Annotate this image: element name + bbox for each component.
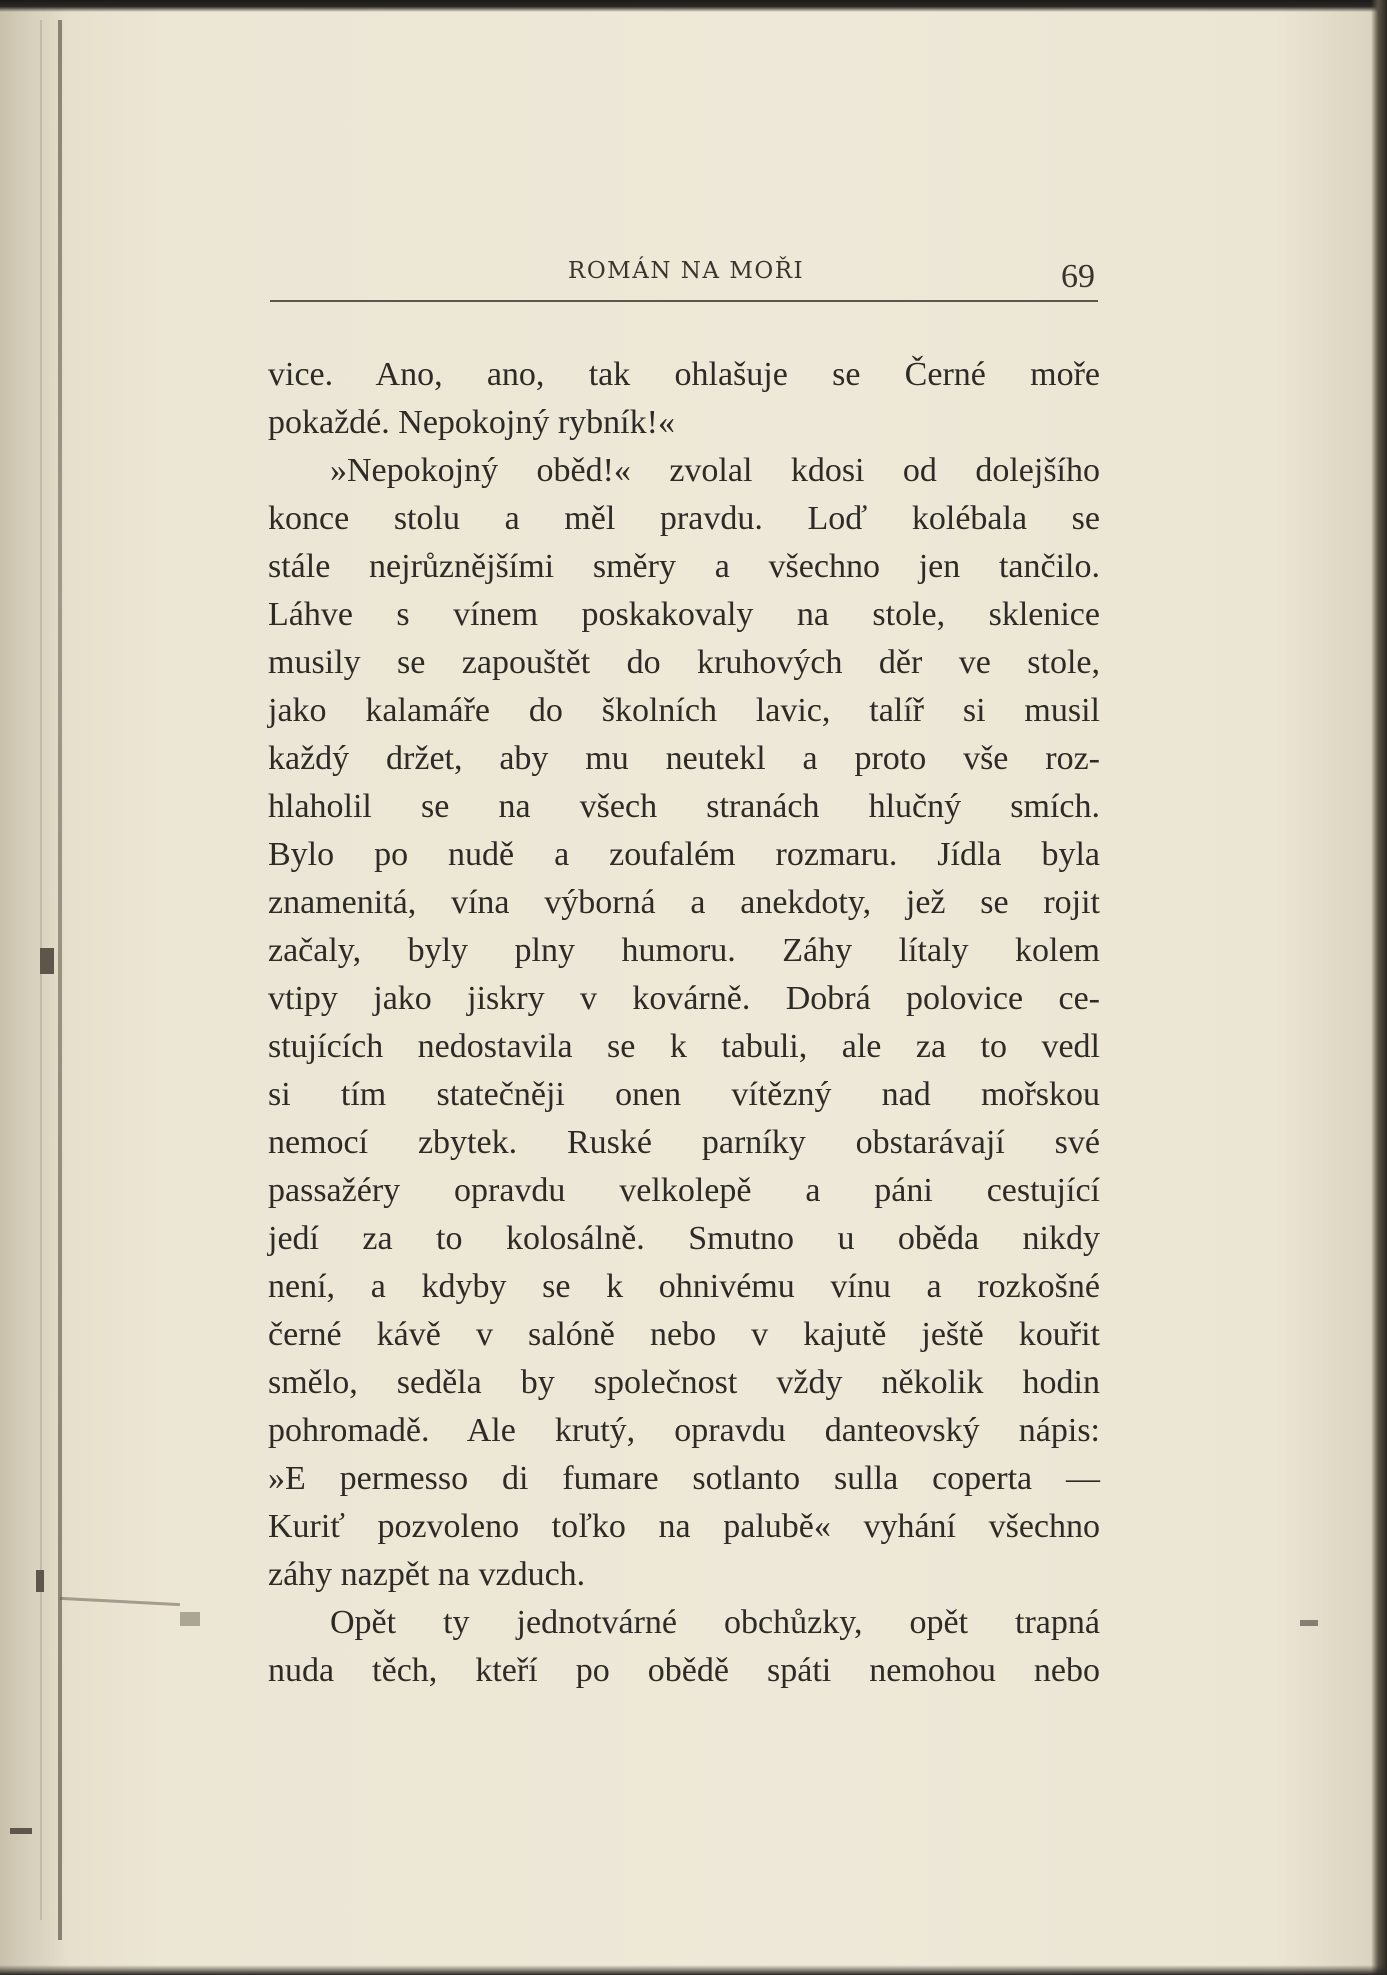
text-line: musily se zapouštět do kruhových děr ve stole, [268, 644, 1100, 681]
text-line: jedí za to kolosálně. Smutno u oběda nikdy [268, 1220, 1100, 1257]
text-line: začaly, byly plny humoru. Záhy lítaly kolem [268, 932, 1100, 969]
page-top-edge [0, 0, 1387, 12]
margin-mark [36, 1570, 44, 1592]
text-line: znamenitá, vína výborná a anekdoty, jež se rojit [268, 884, 1100, 921]
text-line: jako kalamáře do školních lavic, talíř si musil [268, 692, 1100, 729]
text-line: pohromadě. Ale krutý, opravdu danteovský nápis: [268, 1412, 1100, 1449]
text-line: smělo, seděla by společnost vždy několik hodin [268, 1364, 1100, 1401]
page-right-edge [1371, 0, 1387, 1975]
margin-mark [1300, 1620, 1318, 1626]
text-line: Opět ty jednotvárné obchůzky, opět trapná [330, 1604, 1100, 1641]
text-line: Kuriť pozvoleno toľko na palubě« vyhání všechno [268, 1508, 1100, 1545]
text-line: vtipy jako jiskry v kovárně. Dobrá polovice ce- [268, 980, 1100, 1017]
binding-edge [58, 20, 62, 1940]
text-line: každý držet, aby mu neutekl a proto vše roz- [268, 740, 1100, 777]
text-line: hlaholil se na všech stranách hlučný smích. [268, 788, 1100, 825]
text-line: není, a kdyby se k ohnivému vínu a rozkošné [268, 1268, 1100, 1305]
text-line: Bylo po nudě a zoufalém rozmaru. Jídla byla [268, 836, 1100, 873]
body-text [268, 351, 1100, 1695]
text-line: pokaždé. Nepokojný rybník!« [268, 404, 675, 441]
text-line: záhy nazpět na vzduch. [268, 1556, 586, 1593]
page-number: 69 [1061, 258, 1095, 295]
text-line: »Nepokojný oběd!« zvolal kdosi od dolejšího [330, 452, 1100, 489]
text-line: vice. Ano, ano, tak ohlašuje se Černé moře [268, 356, 1100, 393]
text-line: konce stolu a měl pravdu. Loď kolébala se [268, 500, 1100, 537]
margin-mark [60, 1597, 180, 1606]
margin-mark [40, 948, 54, 974]
text-line: passažéry opravdu velkolepě a páni cestující [268, 1172, 1100, 1209]
margin-mark [10, 1828, 32, 1834]
header-rule [270, 300, 1098, 302]
text-line: Láhve s vínem poskakovaly na stole, sklenice [268, 596, 1100, 633]
page-bottom-edge [0, 1965, 1387, 1975]
text-line: černé kávě v salóně nebo v kajutě ještě kouřit [268, 1316, 1100, 1353]
text-line: nemocí zbytek. Ruské parníky obstarávají své [268, 1124, 1100, 1161]
page-header [268, 240, 1100, 310]
margin-mark [180, 1612, 200, 1626]
text-line: si tím statečněji onen vítězný nad mořskou [268, 1076, 1100, 1113]
text-line: stujících nedostavila se k tabuli, ale za to vedl [268, 1028, 1100, 1065]
running-title: ROMÁN NA MOŘI [568, 258, 805, 284]
text-line: »E permesso di fumare sotlanto sulla coperta — [268, 1460, 1100, 1497]
text-line: nuda těch, kteří po obědě spáti nemohou nebo [268, 1652, 1100, 1689]
text-line: stále nejrůznějšími směry a všechno jen tančilo. [268, 548, 1100, 585]
